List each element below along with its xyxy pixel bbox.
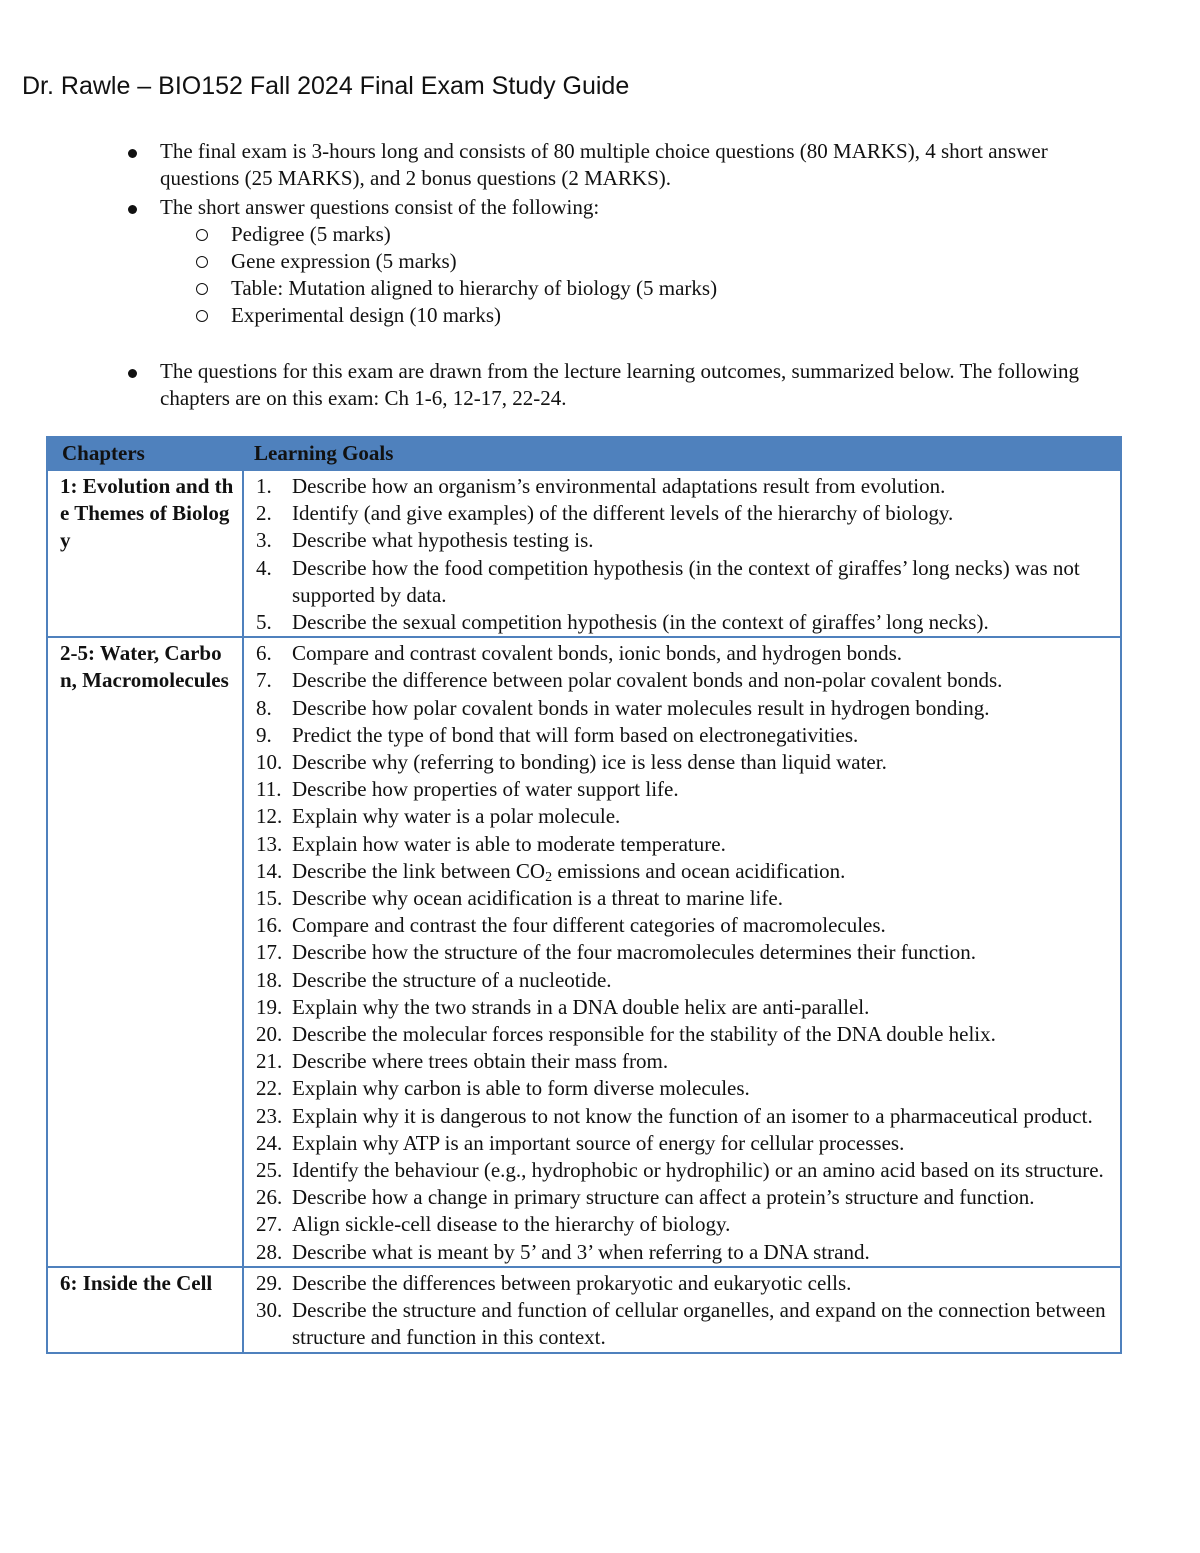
goal-text: Describe where trees obtain their mass from. [292, 1049, 669, 1074]
learning-goal-item [244, 640, 1120, 667]
learning-goal-item [244, 885, 1120, 912]
sub-item-text: Gene expression (5 marks) [231, 249, 457, 273]
learning-goal-item [244, 803, 1120, 830]
goal-number: 11. [256, 777, 282, 802]
learning-goal-item [244, 994, 1120, 1021]
goals-list [244, 1268, 1120, 1352]
goal-text: Describe the differences between prokaryotic and eukaryotic cells. [292, 1270, 852, 1295]
goal-number: 9. [256, 722, 272, 747]
goal-text: Compare and contrast the four different categories of macromolecules. [292, 913, 886, 938]
learning-goal-item [244, 776, 1120, 803]
goal-number: 2. [256, 501, 272, 526]
goal-text: Describe how the structure of the four macromolecules determines their function. [292, 940, 977, 965]
bullet-icon [128, 205, 137, 214]
goal-number: 10. [256, 750, 283, 775]
goals-cell [243, 470, 1121, 637]
goal-text: Explain why the two strands in a DNA double helix are anti-parallel. [292, 994, 870, 1019]
goal-text: Describe the difference between polar covalent bonds and non-polar covalent bonds. [292, 668, 1003, 693]
goal-number: 28. [256, 1239, 283, 1264]
bullet-icon [128, 369, 137, 378]
learning-goal-item [244, 1239, 1120, 1266]
goal-number: 30. [256, 1298, 283, 1323]
goal-text: Describe how a change in primary structure can affect a protein’s structure and function. [292, 1185, 1035, 1210]
goals-list [244, 471, 1120, 636]
circle-bullet-icon [196, 283, 208, 295]
learning-goal-item [244, 1297, 1120, 1351]
chapter-cell: 2-5: Water, Carbon, Macromolecules [47, 637, 243, 1267]
goals-list [244, 638, 1120, 1266]
table-row [47, 1267, 1121, 1353]
bullet-text: The final exam is 3-hours long and consists of 80 multiple choice questions (80 MARKS), 4 short answer questions (25 MARKS), and 2 bonus questions (2 MARKS). [160, 139, 1048, 190]
learning-goal-item [244, 1211, 1120, 1238]
goal-text: Describe the sexual competition hypothesis (in the context of giraffes’ long necks). [292, 610, 989, 635]
goal-number: 14. [256, 858, 283, 883]
goal-subscript: 2 [545, 869, 553, 885]
learning-goal-item [244, 749, 1120, 776]
bullet-text: The questions for this exam are drawn from the lecture learning outcomes, summarized below. The following chapters are on this exam: Ch 1-6, 12-17, 22-24. [160, 359, 1080, 410]
learning-goal-item [244, 967, 1120, 994]
learning-goal-item [244, 1075, 1120, 1102]
goal-number: 15. [256, 886, 283, 911]
goal-text: Explain why carbon is able to form diverse molecules. [292, 1076, 750, 1101]
goal-number: 7. [256, 668, 272, 693]
goal-number: 24. [256, 1130, 283, 1155]
learning-goal-item [244, 831, 1120, 858]
goal-text: Describe how the food competition hypothesis (in the context of giraffes’ long necks) was not supported by data. [292, 555, 1080, 607]
learning-goal-item [244, 858, 1120, 885]
table-row [47, 470, 1121, 637]
circle-bullet-icon [196, 229, 208, 241]
table-header-row [47, 437, 1121, 470]
learning-goals-table [46, 436, 1122, 1354]
learning-goal-item [244, 527, 1120, 554]
bullet-text: The short answer questions consist of the following: [160, 195, 600, 219]
goal-number: 6. [256, 641, 272, 666]
goal-text: Describe why ocean acidification is a threat to marine life. [292, 886, 783, 911]
goal-text: Describe the structure and function of cellular organelles, and expand on the connection between structure and function in this context. [292, 1298, 1106, 1350]
goal-text: Predict the type of bond that will form based on electronegativities. [292, 722, 859, 747]
learning-goal-item [244, 1270, 1120, 1297]
goal-text: Explain why it is dangerous to not know the function of an isomer to a pharmaceutical product. [292, 1103, 1093, 1128]
goal-text: Describe the link between CO [292, 858, 546, 883]
learning-goal-item [244, 939, 1120, 966]
goal-text: Identify (and give examples) of the different levels of the hierarchy of biology. [292, 501, 954, 526]
goal-text: Explain how water is able to moderate temperature. [292, 831, 726, 856]
header-chapters: Chapters [47, 437, 243, 470]
goal-number: 8. [256, 695, 272, 720]
goal-text: Describe what hypothesis testing is. [292, 528, 594, 553]
document-title: Dr. Rawle – BIO152 Fall 2024 Final Exam Study Guide [22, 72, 630, 100]
goal-number: 27. [256, 1212, 283, 1237]
chapter-cell: 1: Evolution and the Themes of Biology [47, 470, 243, 637]
learning-goal-item [244, 500, 1120, 527]
goal-number: 5. [256, 610, 272, 635]
learning-goal-item [244, 555, 1120, 609]
sub-item-text: Experimental design (10 marks) [231, 303, 502, 327]
learning-goal-item [244, 695, 1120, 722]
goal-number: 17. [256, 940, 283, 965]
learning-goal-item [244, 722, 1120, 749]
goal-text: Identify the behaviour (e.g., hydrophobic or hydrophilic) or an amino acid based on its structure. [292, 1158, 1104, 1183]
goal-text: Align sickle-cell disease to the hierarchy of biology. [292, 1212, 731, 1237]
goal-text: Describe why (referring to bonding) ice is less dense than liquid water. [292, 750, 887, 775]
table-row [47, 637, 1121, 1267]
goal-text: Describe how polar covalent bonds in water molecules result in hydrogen bonding. [292, 695, 990, 720]
goal-number: 16. [256, 913, 283, 938]
goal-number: 29. [256, 1270, 283, 1295]
goal-number: 25. [256, 1158, 283, 1183]
learning-goal-item [244, 1021, 1120, 1048]
goals-cell [243, 637, 1121, 1267]
learning-goal-item [244, 1130, 1120, 1157]
goal-number: 3. [256, 528, 272, 553]
goal-number: 26. [256, 1185, 283, 1210]
goal-text-continued: emissions and ocean acidification. [552, 858, 846, 883]
goal-number: 19. [256, 994, 283, 1019]
goal-text: Describe the molecular forces responsible for the stability of the DNA double helix. [292, 1022, 996, 1047]
learning-goal-item [244, 1157, 1120, 1184]
goals-cell [243, 1267, 1121, 1353]
learning-goal-item [244, 1103, 1120, 1130]
goal-number: 18. [256, 967, 283, 992]
goal-text: Compare and contrast covalent bonds, ionic bonds, and hydrogen bonds. [292, 641, 903, 666]
goal-text: Explain why ATP is an important source of energy for cellular processes. [292, 1130, 905, 1155]
goal-number: 22. [256, 1076, 283, 1101]
learning-goal-item [244, 667, 1120, 694]
circle-bullet-icon [196, 256, 208, 268]
goal-number: 12. [256, 804, 283, 829]
goal-number: 1. [256, 474, 272, 498]
circle-bullet-icon [196, 310, 208, 322]
table-body [47, 470, 1121, 1353]
goal-text: Explain why water is a polar molecule. [292, 804, 621, 829]
chapter-cell: 6: Inside the Cell [47, 1267, 243, 1353]
goal-number: 21. [256, 1049, 283, 1074]
learning-goal-item [244, 1184, 1120, 1211]
goal-text: Describe what is meant by 5’ and 3’ when referring to a DNA strand. [292, 1239, 870, 1264]
bullet-icon [128, 149, 137, 158]
sub-item-text: Table: Mutation aligned to hierarchy of biology (5 marks) [231, 276, 718, 300]
goal-text: Describe how properties of water support life. [292, 777, 679, 802]
sub-item-text: Pedigree (5 marks) [231, 222, 391, 246]
learning-goal-item [244, 609, 1120, 636]
goal-number: 13. [256, 831, 283, 856]
goal-text: Describe the structure of a nucleotide. [292, 967, 612, 992]
goal-number: 4. [256, 555, 272, 580]
header-learning-goals: Learning Goals [243, 437, 1121, 470]
goal-text: Describe how an organism’s environmental adaptations result from evolution. [292, 474, 946, 498]
learning-goal-item [244, 912, 1120, 939]
goal-number: 23. [256, 1103, 283, 1128]
learning-goal-item [244, 473, 1120, 500]
goal-number: 20. [256, 1022, 283, 1047]
learning-goal-item [244, 1048, 1120, 1075]
